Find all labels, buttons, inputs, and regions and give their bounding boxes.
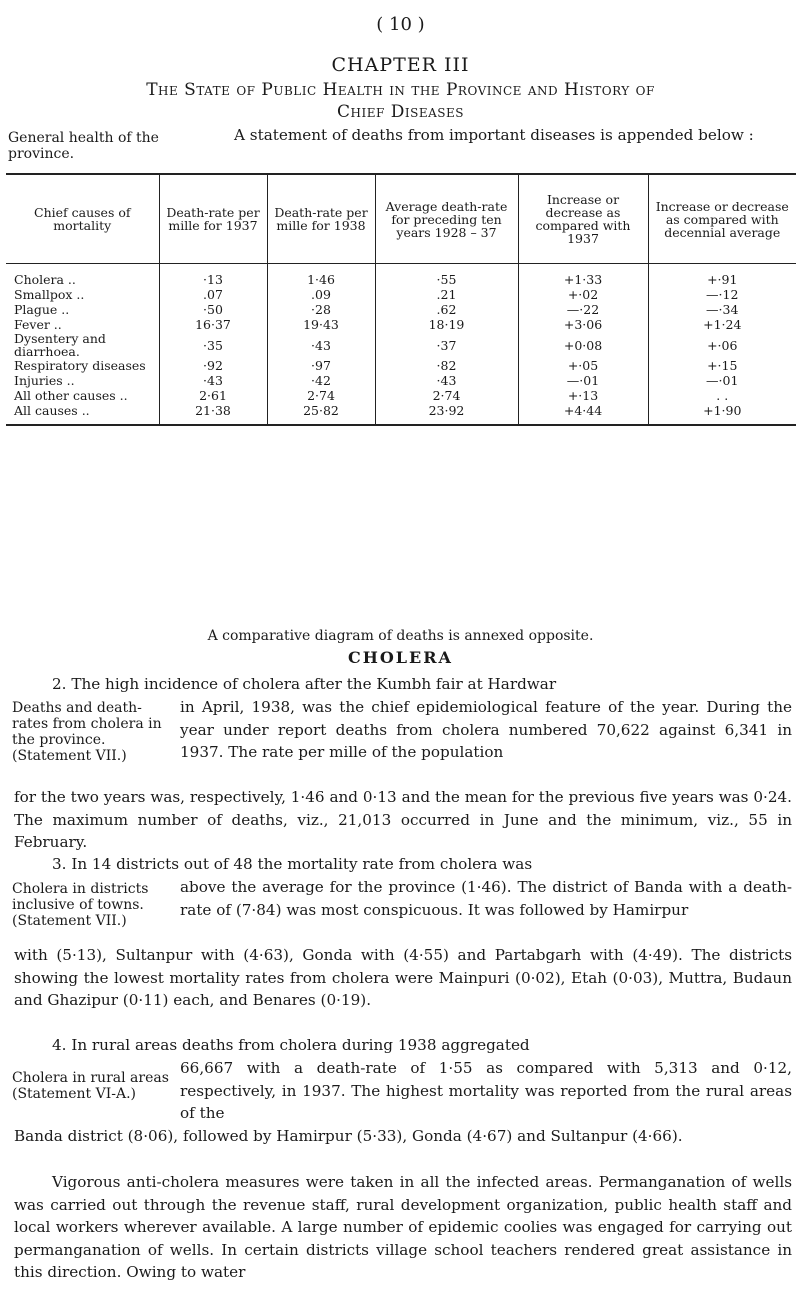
table-cell: All other causes .. — [14, 388, 128, 403]
side-note-general-health: General health of the province. — [8, 130, 159, 162]
table-cell: 18·19 — [375, 317, 518, 332]
para2-first-line: 2. The high incidence of cholera after the Kumbh fair at Hardwar — [52, 675, 557, 693]
para3-wrapped: above the average for the province (1·46). The district of Banda with a death-rate of (7·84) was most conspicuous. It was followed by Hamirpur — [180, 878, 792, 919]
table-row — [6, 403, 796, 425]
column-header: Average death-rate for preceding ten years 1928 – 37 — [375, 174, 518, 264]
para3-rest: with (5·13), Sultanpur with (4·63), Gonda with (4·55) and Partabgarh with (4·49). The districts showing the lowest mortality rates from cholera were Mainpuri (0·02), Etah (0·03), Muttra, Budaun and Ghazipur (0·11) each, and Benares (0·19). — [14, 946, 792, 1009]
side-note-deaths-cholera: Deaths and death-rates from cholera in the province. (Statement VII.) — [12, 700, 162, 764]
table-cell: All causes .. — [6, 403, 159, 425]
table-cell: —·34 — [648, 302, 796, 317]
table-cell: +·91 — [648, 264, 796, 288]
table-cell: .21 — [375, 287, 518, 302]
chapter-title-line2: Chief Diseases — [337, 102, 464, 122]
table-row — [6, 358, 796, 373]
column-header: Death-rate per mille for 1937 — [159, 174, 267, 264]
table-cell: —·22 — [518, 302, 648, 317]
column-header: Death-rate per mille for 1938 — [267, 174, 375, 264]
table-cell: ·28 — [267, 302, 375, 317]
table-cell: —·12 — [648, 287, 796, 302]
table-cell: 16·37 — [159, 317, 267, 332]
table-row — [6, 264, 796, 288]
side-note-districts: Cholera in districts inclusive of towns. (Statement VII.) — [12, 881, 149, 929]
table-cell: ·37 — [375, 332, 518, 358]
table-cell: Fever .. — [14, 317, 62, 332]
chapter-heading: CHAPTER III — [331, 54, 470, 76]
table-cell: ·43 — [267, 332, 375, 358]
table-row — [6, 287, 796, 302]
table-cell: 1·46 — [267, 264, 375, 288]
side-note-rural: Cholera in rural areas (Statement VI-A.) — [12, 1070, 169, 1102]
table-cell: .09 — [267, 287, 375, 302]
table-cell: 2·61 — [159, 388, 267, 403]
para4-rest: Banda district (8·06), followed by Hamirpur (5·33), Gonda (4·67) and Sultanpur (4·66). — [14, 1127, 683, 1145]
table-cell: ·50 — [159, 302, 267, 317]
table-row — [6, 332, 796, 358]
table-cell: ·43 — [375, 373, 518, 388]
table-cell: +·13 — [518, 388, 648, 403]
table-cell: ·43 — [159, 373, 267, 388]
table-cell: +3·06 — [518, 317, 648, 332]
para2-wrapped: in April, 1938, was the chief epidemiological feature of the year. During the year under report deaths from cholera numbered 70,622 against 6,341 in 1937. The rate per mille of the population — [180, 698, 792, 761]
table-cell: 23·92 — [375, 403, 518, 425]
table-cell: 21·38 — [159, 403, 267, 425]
table-cell: +·02 — [518, 287, 648, 302]
table-cell: +·05 — [518, 358, 648, 373]
table-cell: —·01 — [648, 373, 796, 388]
table-cell: +0·08 — [518, 332, 648, 358]
table-cell: ·13 — [159, 264, 267, 288]
table-cell: —·01 — [518, 373, 648, 388]
table-cell: ·42 — [267, 373, 375, 388]
table-cell: ·82 — [375, 358, 518, 373]
table-cell: Injuries .. — [14, 373, 75, 388]
intro-text: A statement of deaths from important diseases is appended below : — [234, 126, 754, 144]
para5: Vigorous anti-cholera measures were taken in all the infected areas. Permanganation of wells was carried out through the revenue staff, rural development organization, public health staff and local workers wherever available. A large number of epidemic coolies was engaged for carrying out permanganation of wells. In certain districts village school teachers rendered great assistance in this direction. Owing to water — [14, 1173, 792, 1281]
chapter-title-line1: The State of Public Health in the Province and History of — [146, 80, 655, 100]
table-cell: Dysentery and diarrhoea. — [14, 331, 106, 359]
page-number: ( 10 ) — [376, 14, 425, 35]
table-header-row — [6, 174, 796, 264]
column-header: Increase or decrease as compared with 1937 — [518, 174, 648, 264]
section-heading-cholera: CHOLERA — [348, 648, 453, 667]
column-header: Chief causes of mortality — [34, 205, 131, 233]
table-row — [6, 317, 796, 332]
table-cell: . . — [648, 388, 796, 403]
table-cell: +1·90 — [648, 403, 796, 425]
column-header: Increase or decrease as compared with decennial average — [648, 174, 796, 264]
table-cell: Respiratory diseases — [14, 358, 146, 373]
table-cell: Cholera .. — [14, 272, 76, 287]
table-cell: +4·44 — [518, 403, 648, 425]
table-cell: +·06 — [648, 332, 796, 358]
table-cell: 25·82 — [267, 403, 375, 425]
table-cell: ·55 — [375, 264, 518, 288]
table-cell: ·35 — [159, 332, 267, 358]
table-row — [6, 302, 796, 317]
table-row — [6, 388, 796, 403]
para3-first-line: 3. In 14 districts out of 48 the mortality rate from cholera was — [52, 855, 533, 873]
table-cell: ·92 — [159, 358, 267, 373]
table-cell: Smallpox .. — [14, 287, 85, 302]
para4-wrapped: 66,667 with a death-rate of 1·55 as compared with 5,313 and 0·12, respectively, in 1937. The highest mortality was reported from the rural areas of the — [180, 1059, 792, 1122]
table-cell: Plague .. — [14, 302, 70, 317]
table-cell: .62 — [375, 302, 518, 317]
table-row — [6, 373, 796, 388]
diagram-caption: A comparative diagram of deaths is annexed opposite. — [207, 628, 594, 644]
table-cell: .07 — [159, 287, 267, 302]
para4-first-line: 4. In rural areas deaths from cholera during 1938 aggregated — [52, 1036, 530, 1054]
table-cell: ·97 — [267, 358, 375, 373]
table-cell: +·15 — [648, 358, 796, 373]
table-cell: 19·43 — [267, 317, 375, 332]
table-cell: +1·33 — [518, 264, 648, 288]
table-cell: 2·74 — [375, 388, 518, 403]
table-cell: +1·24 — [648, 317, 796, 332]
table-cell: 2·74 — [267, 388, 375, 403]
para2-rest: for the two years was, respectively, 1·46 and 0·13 and the mean for the previous five years was 0·24. The maximum number of deaths, viz., 21,013 occurred in June and the minimum, viz., 55 in February. — [14, 788, 792, 851]
mortality-table — [6, 173, 796, 426]
